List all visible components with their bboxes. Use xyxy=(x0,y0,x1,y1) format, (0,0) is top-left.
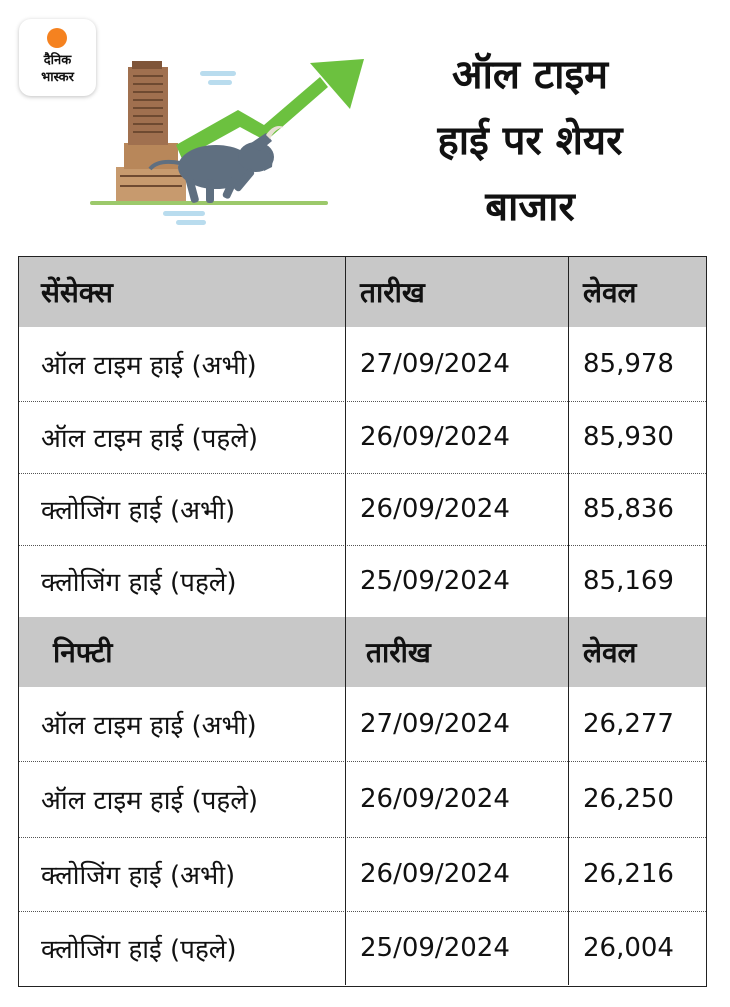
row-date: 26/09/2024 xyxy=(346,837,569,911)
row-label: क्लोजिंग हाई (अभी) xyxy=(19,837,346,911)
row-level: 85,978 xyxy=(583,349,674,379)
market-high-table xyxy=(18,256,707,987)
table-row xyxy=(19,401,706,473)
title-line-1: ऑल टाइम xyxy=(451,52,609,98)
row-level: 26,250 xyxy=(583,784,674,814)
logo-text-line2: भास्कर xyxy=(41,70,74,85)
title-line-3: बाजार xyxy=(485,184,575,230)
row-date: 27/09/2024 xyxy=(346,687,569,761)
row-label: क्लोजिंग हाई (पहले) xyxy=(19,911,346,985)
row-label: ऑल टाइम हाई (अभी) xyxy=(19,327,346,401)
stock-exchange-building-icon xyxy=(116,61,186,201)
row-level: 85,836 xyxy=(583,494,674,524)
title-line-2: हाई पर शेयर xyxy=(437,118,623,164)
table-row xyxy=(19,327,706,401)
row-label: क्लोजिंग हाई (पहले) xyxy=(19,545,346,617)
row-label: ऑल टाइम हाई (अभी) xyxy=(19,687,346,761)
row-level: 26,216 xyxy=(583,859,674,889)
row-date: 26/09/2024 xyxy=(346,401,569,473)
table-row xyxy=(19,837,706,911)
header-index-name: निफ्टी xyxy=(19,617,346,687)
row-date: 26/09/2024 xyxy=(346,473,569,545)
header-date: तारीख xyxy=(346,257,569,327)
header-level: लेवल xyxy=(583,636,637,669)
page-title xyxy=(385,42,675,240)
row-label: ऑल टाइम हाई (पहले) xyxy=(19,401,346,473)
stock-market-bull-illustration xyxy=(88,55,368,235)
sensex-header-row xyxy=(19,257,706,327)
dainik-bhaskar-logo xyxy=(19,19,96,96)
logo-text-line1: दैनिक xyxy=(43,53,72,68)
row-date: 25/09/2024 xyxy=(346,545,569,617)
row-level: 85,169 xyxy=(583,566,674,596)
logo-sun-icon xyxy=(47,28,67,48)
header-date: तारीख xyxy=(346,617,569,687)
header-index-name: सेंसेक्स xyxy=(19,257,346,327)
row-date: 27/09/2024 xyxy=(346,327,569,401)
row-level: 26,277 xyxy=(583,709,674,739)
table-row xyxy=(19,473,706,545)
row-level: 85,930 xyxy=(583,422,674,452)
table-row xyxy=(19,687,706,761)
table-row xyxy=(19,761,706,837)
row-date: 26/09/2024 xyxy=(346,761,569,837)
row-label: ऑल टाइम हाई (पहले) xyxy=(19,761,346,837)
row-date: 25/09/2024 xyxy=(346,911,569,985)
table-row xyxy=(19,545,706,617)
table-row xyxy=(19,911,706,985)
row-label: क्लोजिंग हाई (अभी) xyxy=(19,473,346,545)
row-level: 26,004 xyxy=(583,933,674,963)
nifty-header-row xyxy=(19,617,706,687)
header-level: लेवल xyxy=(583,276,637,309)
